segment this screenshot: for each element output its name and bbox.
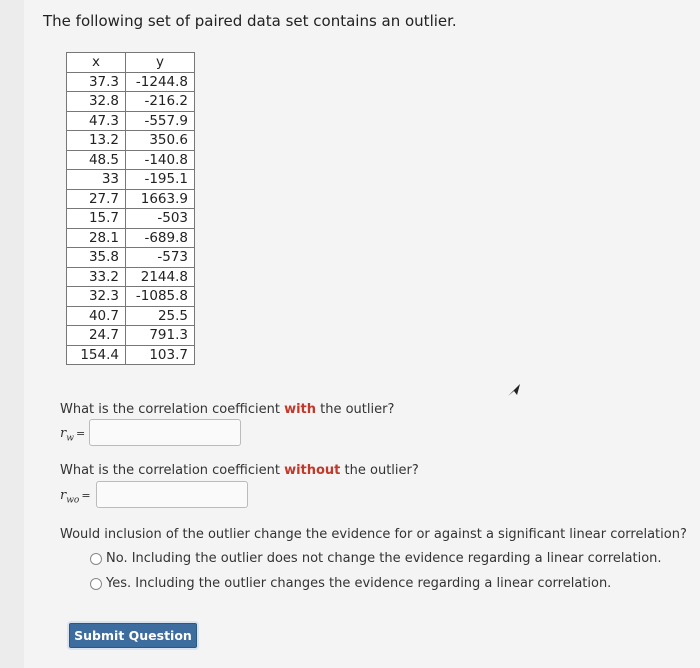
question-with-outlier: What is the correlation coefficient with the outlier?	[60, 402, 395, 417]
cell-x: 32.8	[67, 92, 126, 112]
r-without-label: $r_{wo}$ =	[60, 488, 91, 506]
cell-y: 103.7	[126, 345, 195, 365]
table-row	[67, 228, 195, 248]
cell-y: -1244.8	[126, 72, 195, 92]
option-no[interactable]	[90, 551, 662, 566]
cell-x: 37.3	[67, 72, 126, 92]
cell-y: -140.8	[126, 150, 195, 170]
table-row	[67, 287, 195, 307]
cell-x: 33	[67, 170, 126, 190]
cell-x: 154.4	[67, 345, 126, 365]
cell-x: 13.2	[67, 131, 126, 151]
header-y: y	[126, 53, 195, 73]
table-row	[67, 267, 195, 287]
cell-x: 24.7	[67, 326, 126, 346]
submit-question-button[interactable]: Submit Question	[69, 623, 197, 648]
table-row	[67, 72, 195, 92]
cell-y: -195.1	[126, 170, 195, 190]
cell-y: 791.3	[126, 326, 195, 346]
table-header-row	[67, 53, 195, 73]
cell-y: -573	[126, 248, 195, 268]
highlight-without: without	[284, 463, 341, 478]
table-row	[67, 326, 195, 346]
radio-no[interactable]	[90, 553, 102, 565]
cell-y: 25.5	[126, 306, 195, 326]
cell-y: 2144.8	[126, 267, 195, 287]
header-x: x	[67, 53, 126, 73]
cell-x: 27.7	[67, 189, 126, 209]
table-row	[67, 92, 195, 112]
radio-yes[interactable]	[90, 578, 102, 590]
table-row	[67, 209, 195, 229]
r-with-label: $r_w$ =	[60, 426, 86, 444]
table-row	[67, 131, 195, 151]
cell-y: -216.2	[126, 92, 195, 112]
cell-y: 350.6	[126, 131, 195, 151]
cell-y: 1663.9	[126, 189, 195, 209]
table-row	[67, 306, 195, 326]
cell-y: -689.8	[126, 228, 195, 248]
table-row	[67, 345, 195, 365]
intro-text: The following set of paired data set contains an outlier.	[43, 12, 457, 30]
cell-x: 40.7	[67, 306, 126, 326]
cell-x: 48.5	[67, 150, 126, 170]
question-significance: Would inclusion of the outlier change the evidence for or against a significant linear correlation?	[60, 527, 687, 542]
table-row	[67, 150, 195, 170]
table-row	[67, 189, 195, 209]
cell-x: 33.2	[67, 267, 126, 287]
option-yes-label: Yes. Including the outlier changes the evidence regarding a linear correlation.	[106, 576, 612, 591]
cell-y: -503	[126, 209, 195, 229]
data-table	[66, 52, 195, 365]
mouse-cursor-icon	[506, 382, 522, 398]
highlight-with: with	[284, 402, 316, 417]
cell-x: 32.3	[67, 287, 126, 307]
table-row	[67, 248, 195, 268]
r-without-input[interactable]	[96, 481, 248, 508]
cell-x: 47.3	[67, 111, 126, 131]
option-no-label: No. Including the outlier does not change the evidence regarding a linear correlation.	[106, 551, 662, 566]
question-without-outlier: What is the correlation coefficient without the outlier?	[60, 463, 419, 478]
cell-x: 35.8	[67, 248, 126, 268]
option-yes[interactable]	[90, 576, 611, 591]
cell-x: 28.1	[67, 228, 126, 248]
cell-y: -557.9	[126, 111, 195, 131]
table-row	[67, 111, 195, 131]
cell-x: 15.7	[67, 209, 126, 229]
r-with-input[interactable]	[89, 419, 241, 446]
table-row	[67, 170, 195, 190]
cell-y: -1085.8	[126, 287, 195, 307]
